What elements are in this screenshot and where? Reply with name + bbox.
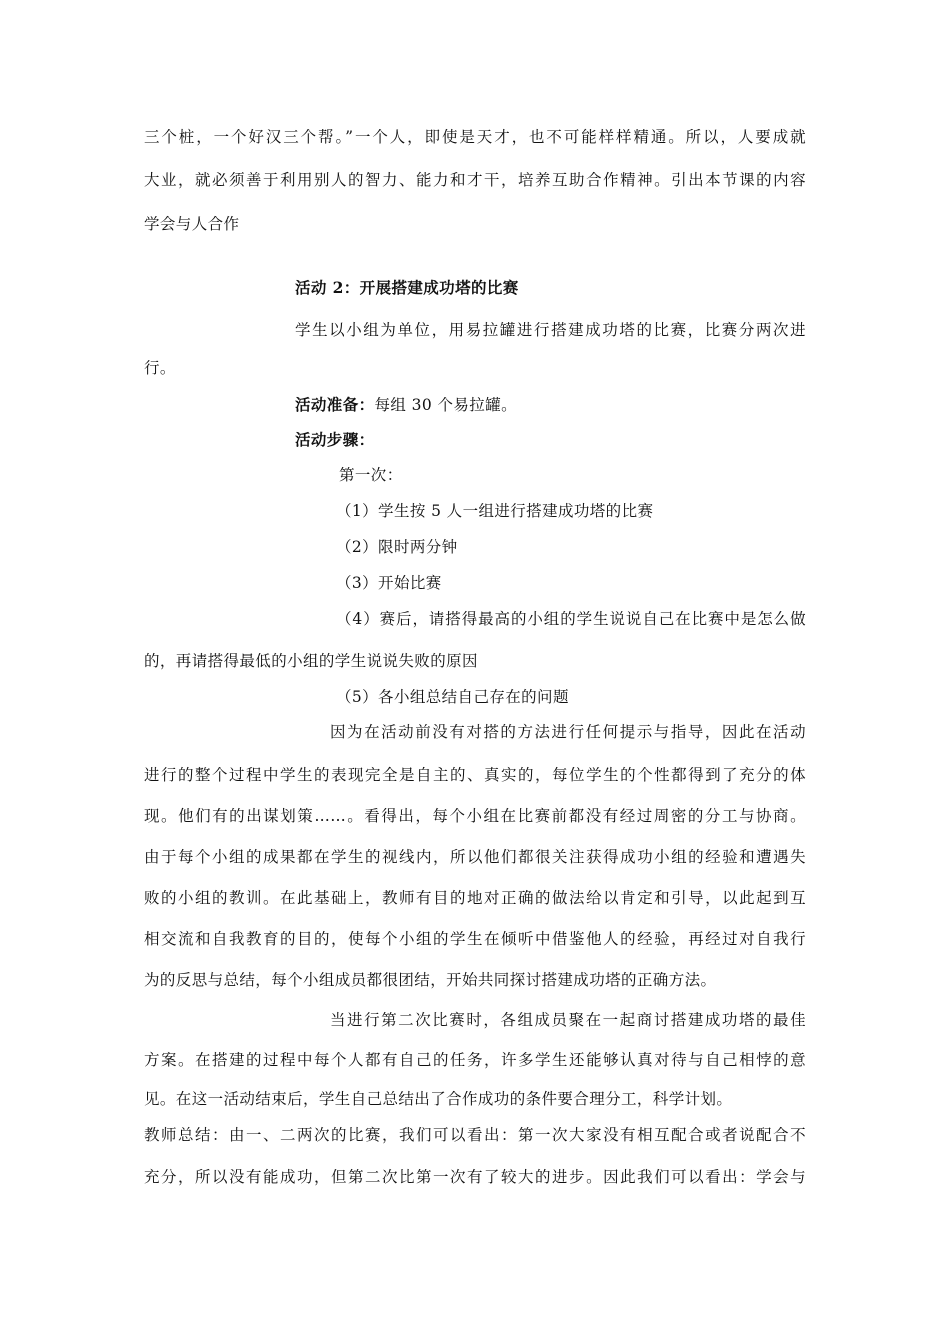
analysis-p1-line-7: 为的反思与总结，每个小组成员都很团结，开始共同探讨搭建成功塔的正确方法。: [144, 971, 717, 989]
activity-desc-line-2: 行。: [144, 359, 176, 377]
analysis-p2-line-1: 当进行第二次比赛时，各组成员聚在一起商讨搭建成功塔的最佳: [330, 1011, 806, 1029]
analysis-p2-line-2: 方案。在搭建的过程中每个人都有自己的任务，许多学生还能够认真对待与自己相悖的意: [144, 1051, 806, 1069]
intro-line-1: 三个桩，一个好汉三个帮。”一个人，即使是天才，也不可能样样精通。所以，人要成就: [144, 128, 806, 146]
activity-prep-value: 每组 30 个易拉罐。: [374, 396, 517, 414]
analysis-p1-line-6: 相交流和自我教育的目的，使每个小组的学生在倾听中借鉴他人的经验，再经过对自我行: [144, 930, 806, 948]
round-one-label: 第一次：: [339, 466, 403, 484]
activity-prep: [295, 395, 517, 415]
intro-line-2: 大业，就必须善于利用别人的智力、能力和才干，培养互助合作精神。引出本节课的内容: [144, 171, 806, 189]
intro-line-3: 学会与人合作: [144, 215, 240, 233]
summary-line-2: 充分，所以没有能成功，但第二次比第一次有了较大的进步。因此我们可以看出：学会与: [144, 1168, 806, 1186]
step-3: （3）开始比赛: [336, 574, 442, 592]
analysis-p1-line-2: 进行的整个过程中学生的表现完全是自主的、真实的，每位学生的个性都得到了充分的体: [144, 766, 806, 784]
summary-line-1: 教师总结：由一、二两次的比赛，我们可以看出：第一次大家没有相互配合或者说配合不: [144, 1126, 806, 1144]
analysis-p1-line-1: 因为在活动前没有对搭的方法进行任何提示与指导，因此在活动: [330, 723, 806, 741]
activity-prep-label: 活动准备：: [295, 395, 375, 414]
step-4-line-2: 的，再请搭得最低的小组的学生说说失败的原因: [144, 652, 478, 670]
activity-desc-line-1: 学生以小组为单位，用易拉罐进行搭建成功塔的比赛，比赛分两次进: [295, 321, 806, 339]
step-2: （2）限时两分钟: [336, 538, 458, 556]
step-1: （1）学生按 5 人一组进行搭建成功塔的比赛: [336, 502, 654, 520]
analysis-p1-line-5: 败的小组的教训。在此基础上，教师有目的地对正确的做法给以肯定和引导，以此起到互: [144, 889, 806, 907]
step-4-line-1: （4）赛后，请搭得最高的小组的学生说说自己在比赛中是怎么做: [336, 610, 806, 628]
analysis-p1-line-4: 由于每个小组的成果都在学生的视线内，所以他们都很关注获得成功小组的经验和遭遇失: [144, 848, 806, 866]
activity-title: 活动 2：开展搭建成功塔的比赛: [295, 278, 519, 297]
analysis-p2-line-3: 见。在这一活动结束后，学生自己总结出了合作成功的条件要合理分工，科学计划。: [144, 1090, 733, 1108]
step-5: （5）各小组总结自己存在的问题: [336, 688, 569, 706]
analysis-p1-line-3: 现。他们有的出谋划策……。看得出，每个小组在比赛前都没有经过周密的分工与协商。: [144, 807, 806, 825]
activity-steps-label: 活动步骤：: [295, 430, 375, 449]
